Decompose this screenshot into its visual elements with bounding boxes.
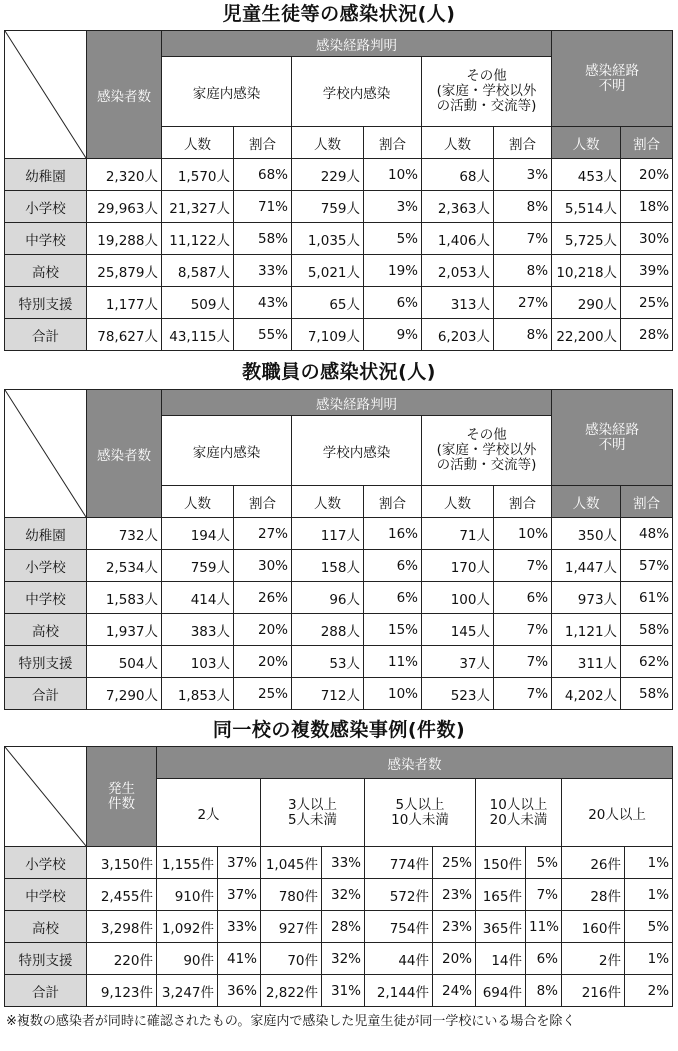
table-cell: 23%: [433, 911, 476, 943]
table-cell: 31%: [322, 975, 365, 1007]
table-cell: 71%: [234, 191, 292, 223]
table-row: [5, 879, 673, 911]
table-cell: 43%: [234, 287, 292, 319]
header-count: 人数: [552, 127, 621, 159]
table-row: [5, 678, 673, 710]
table-cell: 10%: [494, 518, 552, 550]
table-cell: 1,406人: [422, 223, 494, 255]
table-cell: 774件: [365, 847, 433, 879]
header-10-to-20: 10人以上 20人未満: [476, 779, 562, 847]
row-label: 合計: [5, 678, 87, 710]
table-cell: 30%: [234, 550, 292, 582]
header-case-count: 発生 件数: [87, 747, 157, 847]
table-cell: 39%: [621, 255, 673, 287]
table-cell: 3%: [364, 191, 422, 223]
table-cell: 8%: [494, 191, 552, 223]
table-cell: 780件: [261, 879, 322, 911]
table-row: [5, 550, 673, 582]
table-cell: 2,144件: [365, 975, 433, 1007]
students-table-title: 児童生徒等の感染状況(人): [222, 3, 456, 25]
table-cell: 5%: [364, 223, 422, 255]
table-cell: 10%: [364, 159, 422, 191]
table-cell: 5%: [526, 847, 562, 879]
table-cell: 973人: [552, 582, 621, 614]
table-cell: 7,109人: [292, 319, 364, 351]
table-cell: 37人: [422, 646, 494, 678]
table-row: [5, 911, 673, 943]
table-cell: 48%: [621, 518, 673, 550]
row-label: 中学校: [5, 582, 87, 614]
table-cell: 694件: [476, 975, 526, 1007]
table-cell: 25,879人: [87, 255, 162, 287]
table-cell: 41%: [218, 943, 261, 975]
table-cell: 33%: [218, 911, 261, 943]
table-cell: 2件: [562, 943, 625, 975]
header-ratio: 割合: [364, 486, 422, 518]
table-cell: 170人: [422, 550, 494, 582]
table-row: [5, 847, 673, 879]
table-cell: 2,363人: [422, 191, 494, 223]
table-cell: 71人: [422, 518, 494, 550]
table-cell: 288人: [292, 614, 364, 646]
table-cell: 1,937人: [87, 614, 162, 646]
table-cell: 9%: [364, 319, 422, 351]
table-cell: 7,290人: [87, 678, 162, 710]
table-cell: 26件: [562, 847, 625, 879]
table-cell: 290人: [552, 287, 621, 319]
header-school-infection: 学校内感染: [292, 57, 422, 127]
table-cell: 15%: [364, 614, 422, 646]
header-home-infection: 家庭内感染: [162, 416, 292, 486]
table-row: [5, 614, 673, 646]
table-cell: 7%: [526, 879, 562, 911]
students-infection-table: [4, 30, 673, 351]
header-ratio: 割合: [494, 486, 552, 518]
table-cell: 21,327人: [162, 191, 234, 223]
table-cell: 4,202人: [552, 678, 621, 710]
header-ratio: 割合: [364, 127, 422, 159]
row-label: 幼稚園: [5, 159, 87, 191]
table-cell: 6,203人: [422, 319, 494, 351]
table-row: [5, 159, 673, 191]
table-cell: 36%: [218, 975, 261, 1007]
table-cell: 927件: [261, 911, 322, 943]
table-cell: 14件: [476, 943, 526, 975]
header-ratio: 割合: [234, 127, 292, 159]
header-count: 人数: [162, 486, 234, 518]
table-cell: 1,045件: [261, 847, 322, 879]
table-cell: 1,853人: [162, 678, 234, 710]
table-cell: 194人: [162, 518, 234, 550]
table-cell: 27%: [494, 287, 552, 319]
table-row: [5, 975, 673, 1007]
table-cell: 8,587人: [162, 255, 234, 287]
table-cell: 414人: [162, 582, 234, 614]
row-label: 小学校: [5, 191, 87, 223]
row-label: 小学校: [5, 847, 87, 879]
table-cell: 117人: [292, 518, 364, 550]
table-cell: 19%: [364, 255, 422, 287]
table-cell: 11%: [526, 911, 562, 943]
table-cell: 1%: [625, 943, 673, 975]
table-cell: 20%: [234, 646, 292, 678]
row-label: 中学校: [5, 879, 87, 911]
table-cell: 8%: [526, 975, 562, 1007]
header-ratio: 割合: [234, 486, 292, 518]
table-cell: 216件: [562, 975, 625, 1007]
table-cell: 90件: [157, 943, 218, 975]
table-cell: 62%: [621, 646, 673, 678]
header-home-infection: 家庭内感染: [162, 57, 292, 127]
table-cell: 24%: [433, 975, 476, 1007]
table-cell: 53人: [292, 646, 364, 678]
table-cell: 523人: [422, 678, 494, 710]
table-cell: 365件: [476, 911, 526, 943]
table-cell: 28%: [322, 911, 365, 943]
table-cell: 165件: [476, 879, 526, 911]
table-cell: 313人: [422, 287, 494, 319]
table-cell: 28件: [562, 879, 625, 911]
table-cell: 33%: [234, 255, 292, 287]
table-cell: 29,963人: [87, 191, 162, 223]
table-cell: 20%: [621, 159, 673, 191]
table-cell: 220件: [87, 943, 157, 975]
table-cell: 32%: [322, 879, 365, 911]
row-label: 高校: [5, 255, 87, 287]
table-cell: 68%: [234, 159, 292, 191]
header-count: 人数: [552, 486, 621, 518]
table-cell: 6%: [526, 943, 562, 975]
table-cell: 10,218人: [552, 255, 621, 287]
table-cell: 1,092件: [157, 911, 218, 943]
table-cell: 30%: [621, 223, 673, 255]
header-count: 人数: [292, 486, 364, 518]
table-cell: 754件: [365, 911, 433, 943]
table-cell: 160件: [562, 911, 625, 943]
row-label: 中学校: [5, 223, 87, 255]
clusters-table: [4, 746, 673, 1007]
table-cell: 11%: [364, 646, 422, 678]
table-cell: 16%: [364, 518, 422, 550]
header-ratio: 割合: [494, 127, 552, 159]
table-cell: 10%: [364, 678, 422, 710]
table-cell: 22,200人: [552, 319, 621, 351]
table-cell: 19,288人: [87, 223, 162, 255]
table-cell: 27%: [234, 518, 292, 550]
table-cell: 8%: [494, 255, 552, 287]
table-cell: 3,150件: [87, 847, 157, 879]
header-count: 人数: [422, 127, 494, 159]
header-count: 人数: [422, 486, 494, 518]
table-cell: 7%: [494, 678, 552, 710]
corner-cell: [5, 390, 87, 518]
header-infected-count: 感染者数: [157, 747, 673, 779]
table-cell: 33%: [322, 847, 365, 879]
table-cell: 150件: [476, 847, 526, 879]
header-count: 人数: [292, 127, 364, 159]
table-cell: 910件: [157, 879, 218, 911]
table-cell: 18%: [621, 191, 673, 223]
staff-table-title: 教職員の感染状況(人): [242, 361, 436, 383]
table-cell: 55%: [234, 319, 292, 351]
table-cell: 65人: [292, 287, 364, 319]
table-cell: 572件: [365, 879, 433, 911]
header-ratio: 割合: [621, 486, 673, 518]
header-20-plus: 20人以上: [562, 779, 673, 847]
table-cell: 2,822件: [261, 975, 322, 1007]
table-cell: 8%: [494, 319, 552, 351]
row-label: 小学校: [5, 550, 87, 582]
row-label: 幼稚園: [5, 518, 87, 550]
table-cell: 6%: [494, 582, 552, 614]
row-label: 特別支援: [5, 943, 87, 975]
table-cell: 11,122人: [162, 223, 234, 255]
table-cell: 712人: [292, 678, 364, 710]
table-cell: 6%: [364, 287, 422, 319]
table-cell: 145人: [422, 614, 494, 646]
table-cell: 5,514人: [552, 191, 621, 223]
table-row: [5, 646, 673, 678]
header-other-infection: その他 (家庭・学校以外 の活動・交流等): [422, 57, 552, 127]
table-cell: 103人: [162, 646, 234, 678]
table-cell: 5,725人: [552, 223, 621, 255]
table-cell: 9,123件: [87, 975, 157, 1007]
clusters-table-title: 同一校の複数感染事例(件数): [212, 719, 466, 741]
table-cell: 2,320人: [87, 159, 162, 191]
table-cell: 3,298件: [87, 911, 157, 943]
table-cell: 25%: [433, 847, 476, 879]
table-cell: 1%: [625, 879, 673, 911]
header-2-people: 2人: [157, 779, 261, 847]
table-cell: 96人: [292, 582, 364, 614]
row-label: 合計: [5, 319, 87, 351]
table-cell: 350人: [552, 518, 621, 550]
table-cell: 504人: [87, 646, 162, 678]
table-row: [5, 223, 673, 255]
row-label: 特別支援: [5, 287, 87, 319]
row-label: 高校: [5, 614, 87, 646]
table-cell: 229人: [292, 159, 364, 191]
table-cell: 58%: [234, 223, 292, 255]
table-cell: 7%: [494, 223, 552, 255]
table-cell: 158人: [292, 550, 364, 582]
table-cell: 25%: [621, 287, 673, 319]
row-label: 高校: [5, 911, 87, 943]
table-cell: 759人: [162, 550, 234, 582]
header-5-to-10: 5人以上 10人未満: [365, 779, 476, 847]
table-row: [5, 518, 673, 550]
header-route-known: 感染経路判明: [162, 390, 552, 416]
table-cell: 1,447人: [552, 550, 621, 582]
header-ratio: 割合: [621, 127, 673, 159]
table-cell: 7%: [494, 646, 552, 678]
row-label: 合計: [5, 975, 87, 1007]
staff-infection-table: [4, 389, 673, 710]
table-cell: 1%: [625, 847, 673, 879]
table-cell: 5,021人: [292, 255, 364, 287]
table-cell: 5%: [625, 911, 673, 943]
table-cell: 2%: [625, 975, 673, 1007]
table-cell: 453人: [552, 159, 621, 191]
header-infected-count: 感染者数: [87, 390, 162, 518]
table-cell: 311人: [552, 646, 621, 678]
table-cell: 1,177人: [87, 287, 162, 319]
corner-cell: [5, 747, 87, 847]
header-route-unknown: 感染経路 不明: [552, 390, 673, 486]
table-row: [5, 287, 673, 319]
table-cell: 25%: [234, 678, 292, 710]
table-cell: 43,115人: [162, 319, 234, 351]
table-cell: 58%: [621, 614, 673, 646]
table-cell: 26%: [234, 582, 292, 614]
table-cell: 37%: [218, 847, 261, 879]
table-cell: 68人: [422, 159, 494, 191]
header-infected-count: 感染者数: [87, 31, 162, 159]
table-cell: 7%: [494, 614, 552, 646]
table-cell: 20%: [433, 943, 476, 975]
table-cell: 37%: [218, 879, 261, 911]
header-other-infection: その他 (家庭・学校以外 の活動・交流等): [422, 416, 552, 486]
table-cell: 732人: [87, 518, 162, 550]
row-label: 特別支援: [5, 646, 87, 678]
header-route-known: 感染経路判明: [162, 31, 552, 57]
table-cell: 1,121人: [552, 614, 621, 646]
header-school-infection: 学校内感染: [292, 416, 422, 486]
table-cell: 2,053人: [422, 255, 494, 287]
table-cell: 759人: [292, 191, 364, 223]
table-cell: 44件: [365, 943, 433, 975]
table-cell: 32%: [322, 943, 365, 975]
table-cell: 78,627人: [87, 319, 162, 351]
header-route-unknown: 感染経路 不明: [552, 31, 673, 127]
table-cell: 6%: [364, 582, 422, 614]
table-cell: 100人: [422, 582, 494, 614]
table-cell: 2,455件: [87, 879, 157, 911]
table-cell: 1,570人: [162, 159, 234, 191]
table-cell: 6%: [364, 550, 422, 582]
table-cell: 1,583人: [87, 582, 162, 614]
header-3-to-5: 3人以上 5人未満: [261, 779, 365, 847]
table-row: [5, 255, 673, 287]
header-count: 人数: [162, 127, 234, 159]
footnote: ※複数の感染者が同時に確認されたもの。家庭内で感染した児童生徒が同一学校にいる場合を除く: [6, 1014, 576, 1029]
table-cell: 1,035人: [292, 223, 364, 255]
table-cell: 58%: [621, 678, 673, 710]
table-cell: 57%: [621, 550, 673, 582]
corner-cell: [5, 31, 87, 159]
table-row: [5, 319, 673, 351]
table-cell: 61%: [621, 582, 673, 614]
table-cell: 70件: [261, 943, 322, 975]
table-cell: 383人: [162, 614, 234, 646]
table-cell: 20%: [234, 614, 292, 646]
table-cell: 3,247件: [157, 975, 218, 1007]
table-row: [5, 191, 673, 223]
table-row: [5, 943, 673, 975]
table-row: [5, 582, 673, 614]
table-cell: 1,155件: [157, 847, 218, 879]
table-cell: 28%: [621, 319, 673, 351]
table-cell: 23%: [433, 879, 476, 911]
table-cell: 2,534人: [87, 550, 162, 582]
table-cell: 509人: [162, 287, 234, 319]
table-cell: 3%: [494, 159, 552, 191]
table-cell: 7%: [494, 550, 552, 582]
